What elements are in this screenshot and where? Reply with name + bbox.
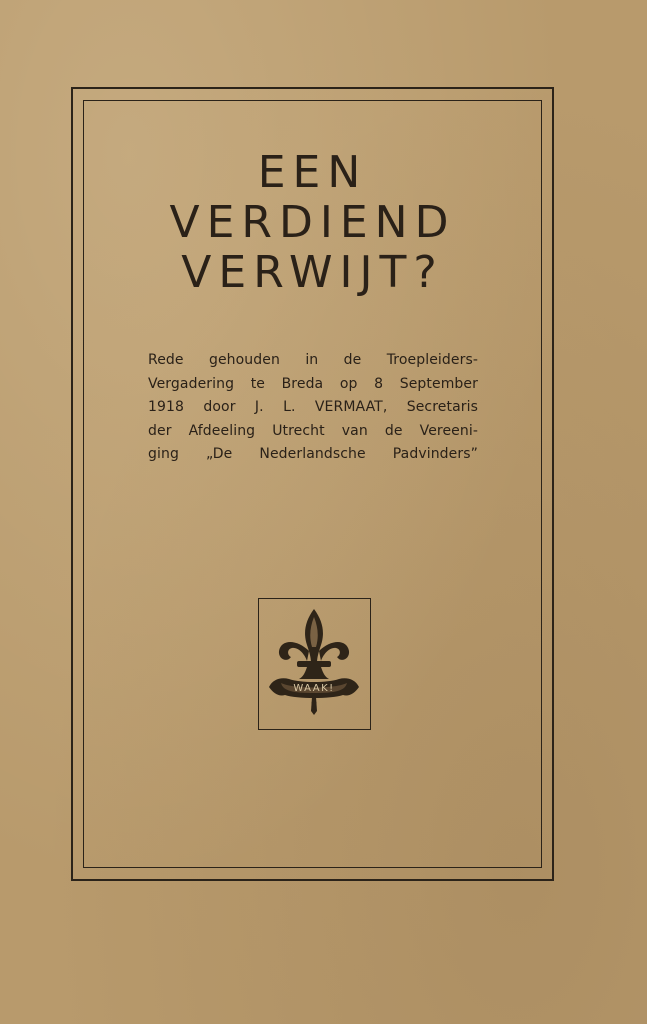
- subtitle-line: Vergadering te Breda op 8 September: [148, 375, 478, 392]
- fleur-de-lis-icon: [259, 599, 369, 728]
- emblem-motto: WAAK!: [293, 683, 335, 694]
- subtitle-line: der Afdeeling Utrecht van de Vereeni-: [148, 422, 478, 439]
- subtitle-line: ging „De Nederlandsche Padvinders”: [148, 446, 478, 462]
- title-line-2: VERDIEND: [169, 197, 456, 248]
- title-line-1: EEN: [257, 147, 368, 198]
- subtitle-text: [148, 349, 478, 467]
- subtitle-line: Rede gehouden in de Troepleiders-: [148, 352, 478, 368]
- page-title: [90, 148, 535, 298]
- subtitle-line: 1918 door J. L. VERMAAT, Secretaris: [148, 399, 478, 415]
- emblem-frame: [258, 598, 371, 730]
- title-line-3: VERWIJT?: [181, 247, 444, 298]
